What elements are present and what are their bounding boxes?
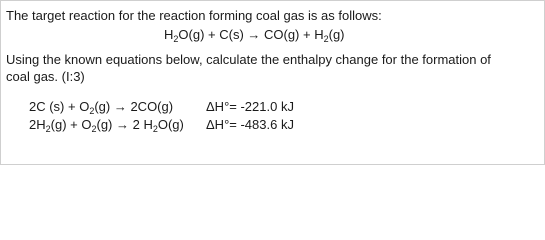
target-eq-part: H (164, 27, 174, 42)
target-eq-subscript: 2 (173, 34, 179, 44)
equation-part: 2H (29, 117, 46, 132)
intro-text: The target reaction for the reaction forming coal gas is as follows: (6, 8, 382, 23)
instruction-line-2: coal gas. (I:3) (6, 69, 85, 84)
known-equation-1 (29, 99, 173, 115)
equation-part: 2C (s) + O (29, 99, 90, 114)
equation-subscript: 2 (91, 124, 97, 134)
equation-subscript: 2 (45, 124, 51, 134)
target-equation (164, 27, 345, 43)
equation-part: (g) → 2CO(g) (94, 99, 174, 114)
equation-part: (g) + O (50, 117, 92, 132)
equation-subscript: 2 (89, 106, 95, 116)
equation-part: (g) → 2 H (96, 117, 153, 132)
enthalpy-value-2: ΔH°= -483.6 kJ (206, 117, 294, 132)
target-eq-part: (g) (328, 27, 345, 42)
equation-subscript: 2 (152, 124, 158, 134)
known-equation-2 (29, 117, 184, 133)
target-eq-part: O(g) + C(s) → CO(g) + H (178, 27, 324, 42)
instruction-line-1: Using the known equations below, calculate the enthalpy change for the formation of (6, 52, 491, 67)
target-eq-subscript: 2 (323, 34, 329, 44)
enthalpy-value-1: ΔH°= -221.0 kJ (206, 99, 294, 114)
equation-part: O(g) (157, 117, 184, 132)
